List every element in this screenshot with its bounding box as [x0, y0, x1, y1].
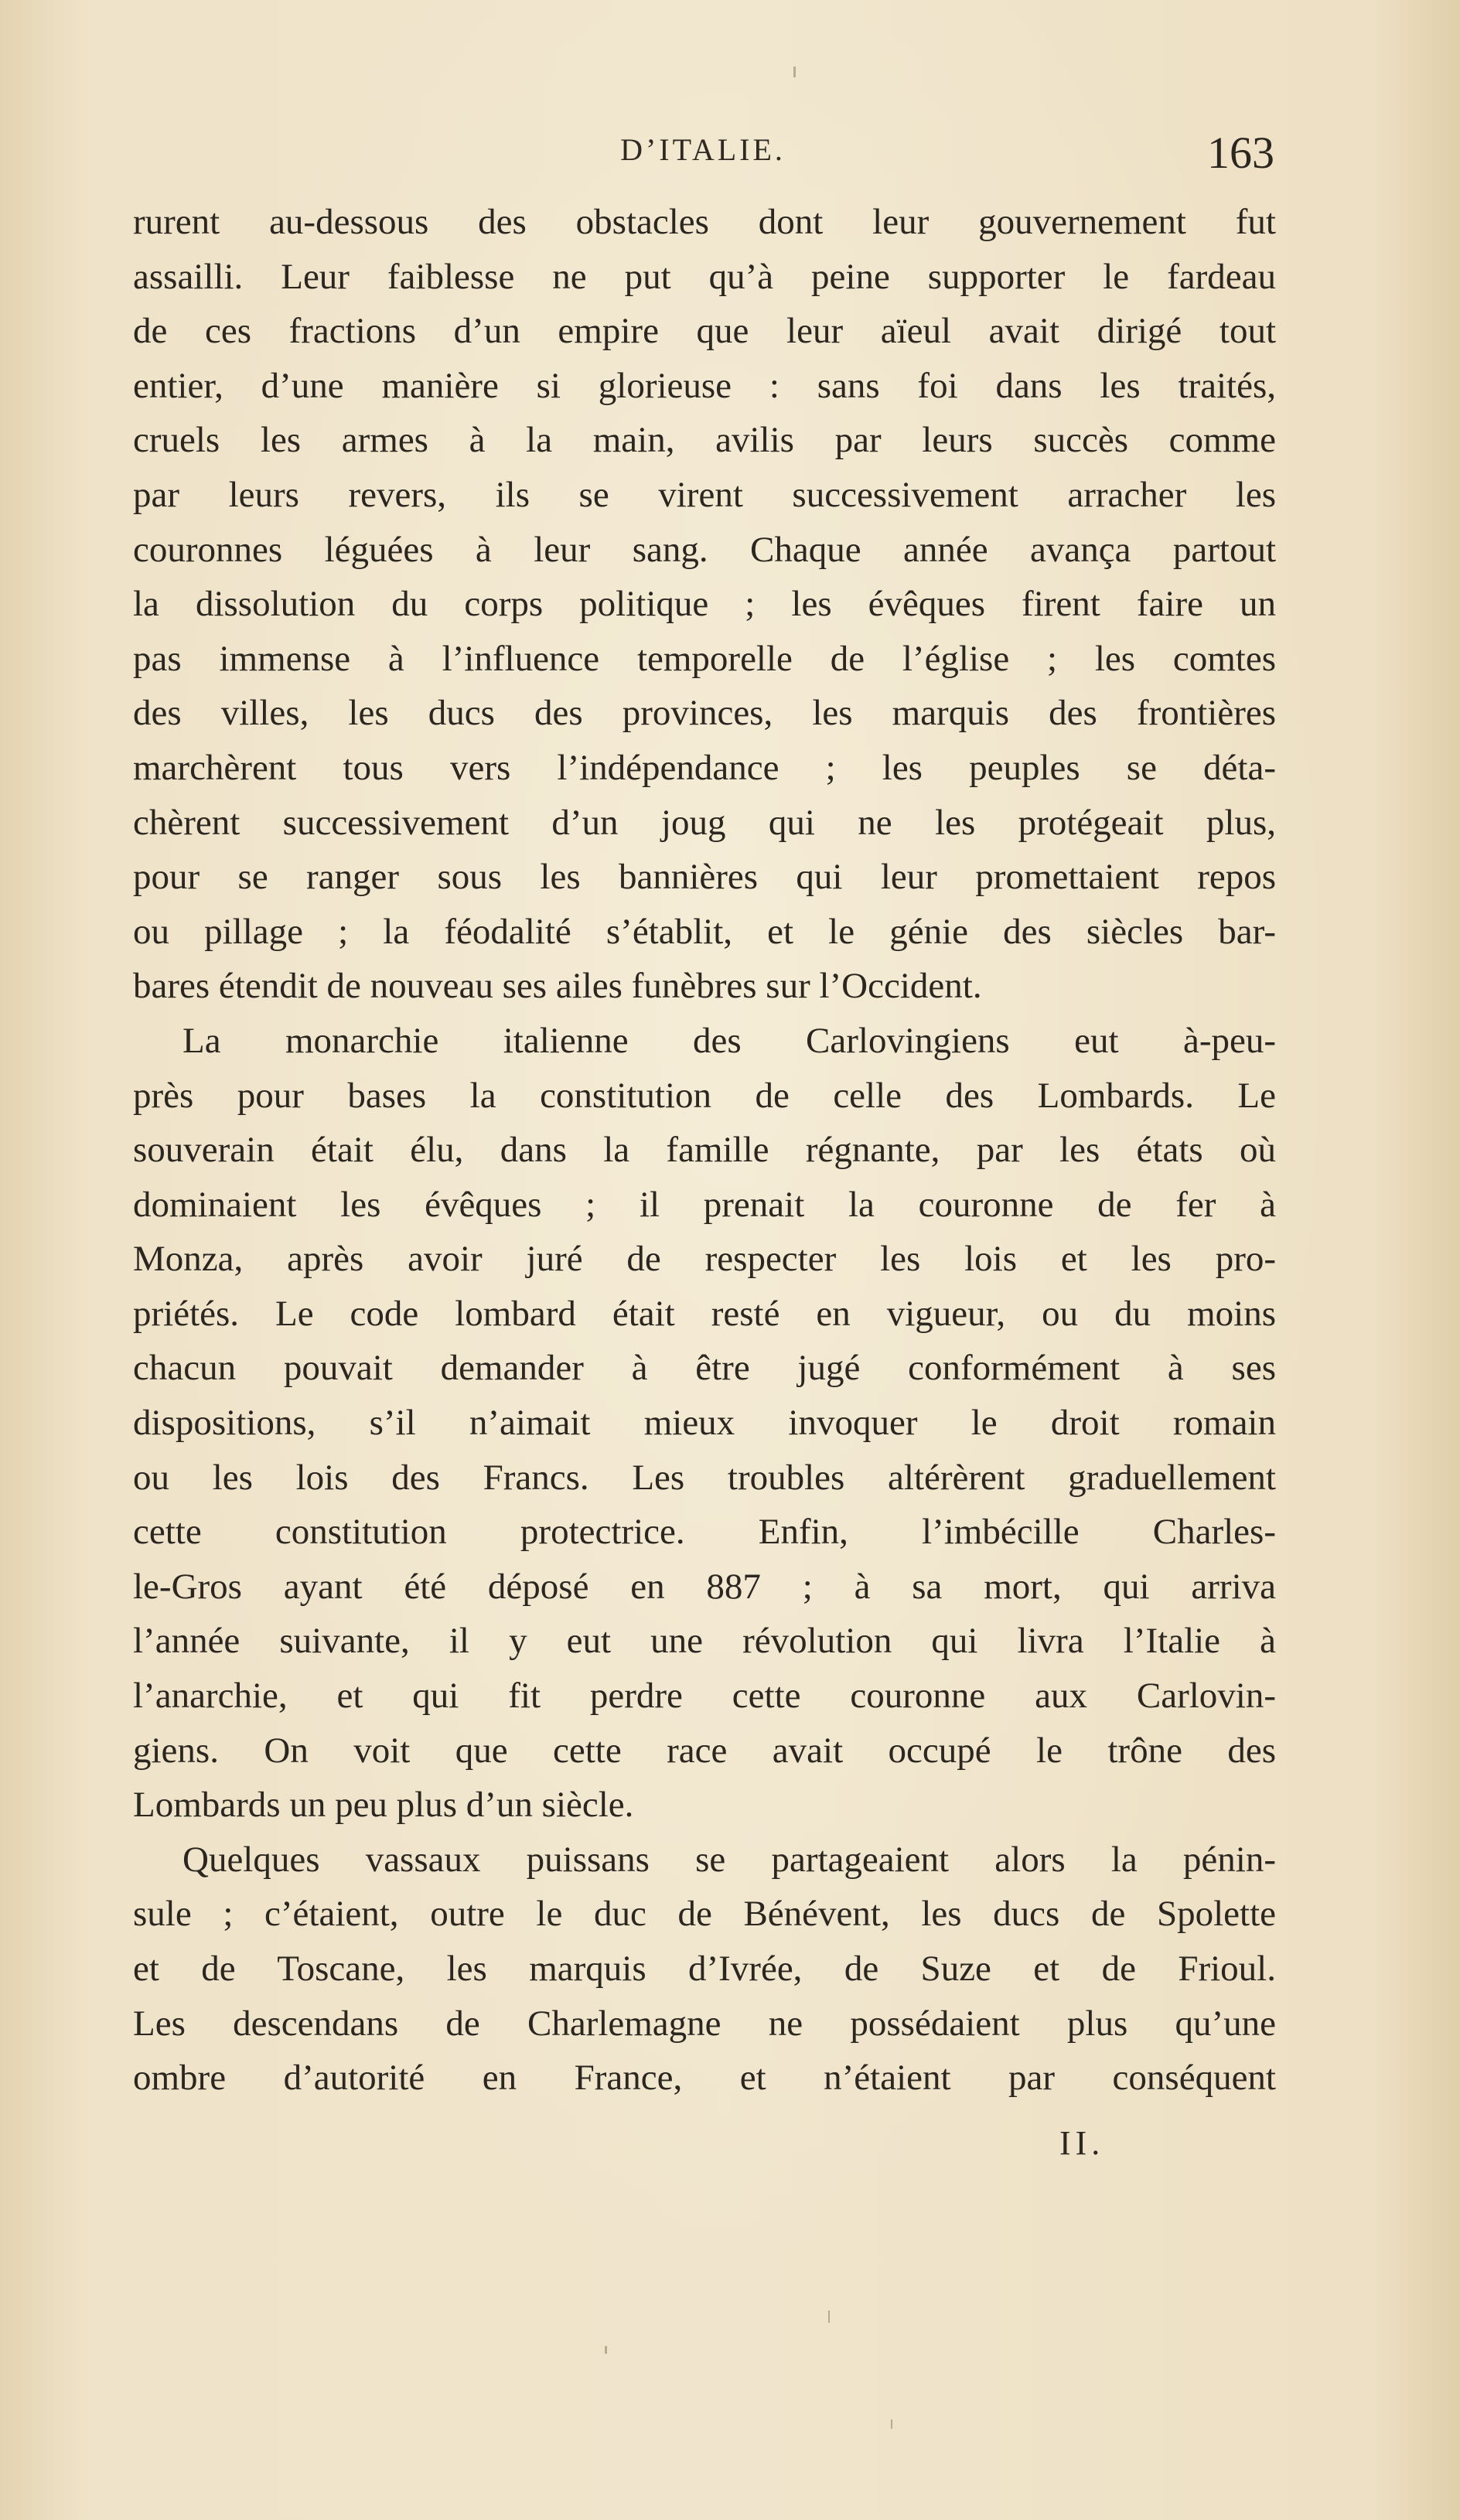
paragraph-start-line: Quelques vassaux puissans se partageaient alors la pénin- — [182, 1839, 1276, 1880]
text-line: ou les lois des Francs. Les troubles altérèrent graduellement — [133, 1457, 1276, 1498]
running-title: D’ITALIE. — [620, 132, 786, 167]
text-line: la dissolution du corps politique ; les évêques firent faire un — [133, 584, 1276, 625]
paper-speck — [828, 2310, 830, 2323]
text-line: l’anarchie, et qui fit perdre cette couronne aux Carlovin- — [133, 1676, 1276, 1717]
text-line: souverain était élu, dans la famille régnante, par les états où — [133, 1130, 1276, 1171]
text-line: rurent au-dessous des obstacles dont leur gouvernement fut — [133, 202, 1276, 242]
text-line: Monza, après avoir juré de respecter les lois et les pro- — [133, 1239, 1276, 1280]
text-line: marchèrent tous vers l’indépendance ; les peuples se déta- — [133, 747, 1276, 788]
paragraph-end-line: Lombards un peu plus d’un siècle. — [133, 1785, 634, 1826]
text-line: Les descendans de Charlemagne ne possédaient plus qu’une — [133, 2003, 1276, 2044]
text-line: couronnes léguées à leur sang. Chaque année avança partout — [133, 529, 1276, 570]
text-line: pas immense à l’influence temporelle de l’église ; les comtes — [133, 638, 1276, 679]
text-line: dominaient les évêques ; il prenait la couronne de fer à — [133, 1184, 1276, 1225]
text-line: chèrent successivement d’un joug qui ne les protégeait plus, — [133, 802, 1276, 843]
paragraph-start-line: La monarchie italienne des Carlovingiens eut à-peu- — [182, 1020, 1276, 1061]
paper-speck — [891, 2419, 892, 2429]
paper-speck — [793, 66, 796, 77]
page-number: 163 — [1207, 128, 1274, 178]
text-line: dispositions, s’il n’aimait mieux invoquer le droit romain — [133, 1403, 1276, 1444]
text-line: pour se ranger sous les bannières qui leur promettaient repos — [133, 857, 1276, 898]
text-line: près pour bases la constitution de celle des Lombards. Le — [133, 1075, 1276, 1116]
text-line: des villes, les ducs des provinces, les marquis des frontières — [133, 693, 1276, 734]
text-line: l’année suivante, il y eut une révolution qui livra l’Italie à — [133, 1621, 1276, 1662]
text-line: le-Gros ayant été déposé en 887 ; à sa mort, qui arriva — [133, 1566, 1276, 1607]
text-line: ombre d’autorité en France, et n’étaient par conséquent — [133, 2058, 1276, 2099]
text-line: de ces fractions d’un empire que leur aïeul avait dirigé tout — [133, 311, 1276, 352]
text-line: sule ; c’étaient, outre le duc de Bénévent, les ducs de Spolette — [133, 1894, 1276, 1935]
text-line: assailli. Leur faiblesse ne put qu’à peine supporter le fardeau — [133, 256, 1276, 297]
text-line: cette constitution protectrice. Enfin, l’imbécille Charles- — [133, 1512, 1276, 1553]
text-line: et de Toscane, les marquis d’Ivrée, de Suze et de Frioul. — [133, 1949, 1276, 1989]
text-line: entier, d’une manière si glorieuse : sans foi dans les traités, — [133, 365, 1276, 406]
signature-mark: II. — [1059, 2124, 1105, 2162]
text-line: giens. On voit que cette race avait occupé le trône des — [133, 1730, 1276, 1771]
text-line: priétés. Le code lombard était resté en vigueur, ou du moins — [133, 1293, 1276, 1334]
paper-speck — [605, 2346, 607, 2354]
text-line: chacun pouvait demander à être jugé conformément à ses — [133, 1348, 1276, 1389]
text-line: par leurs revers, ils se virent successivement arracher les — [133, 474, 1276, 515]
body-text — [133, 195, 1276, 2106]
paragraph-end-line: bares étendit de nouveau ses ailes funèbres sur l’Occident. — [133, 966, 982, 1007]
text-line: ou pillage ; la féodalité s’établit, et le génie des siècles bar- — [133, 911, 1276, 952]
running-head — [131, 127, 1274, 182]
text-line: cruels les armes à la main, avilis par leurs succès comme — [133, 420, 1276, 461]
